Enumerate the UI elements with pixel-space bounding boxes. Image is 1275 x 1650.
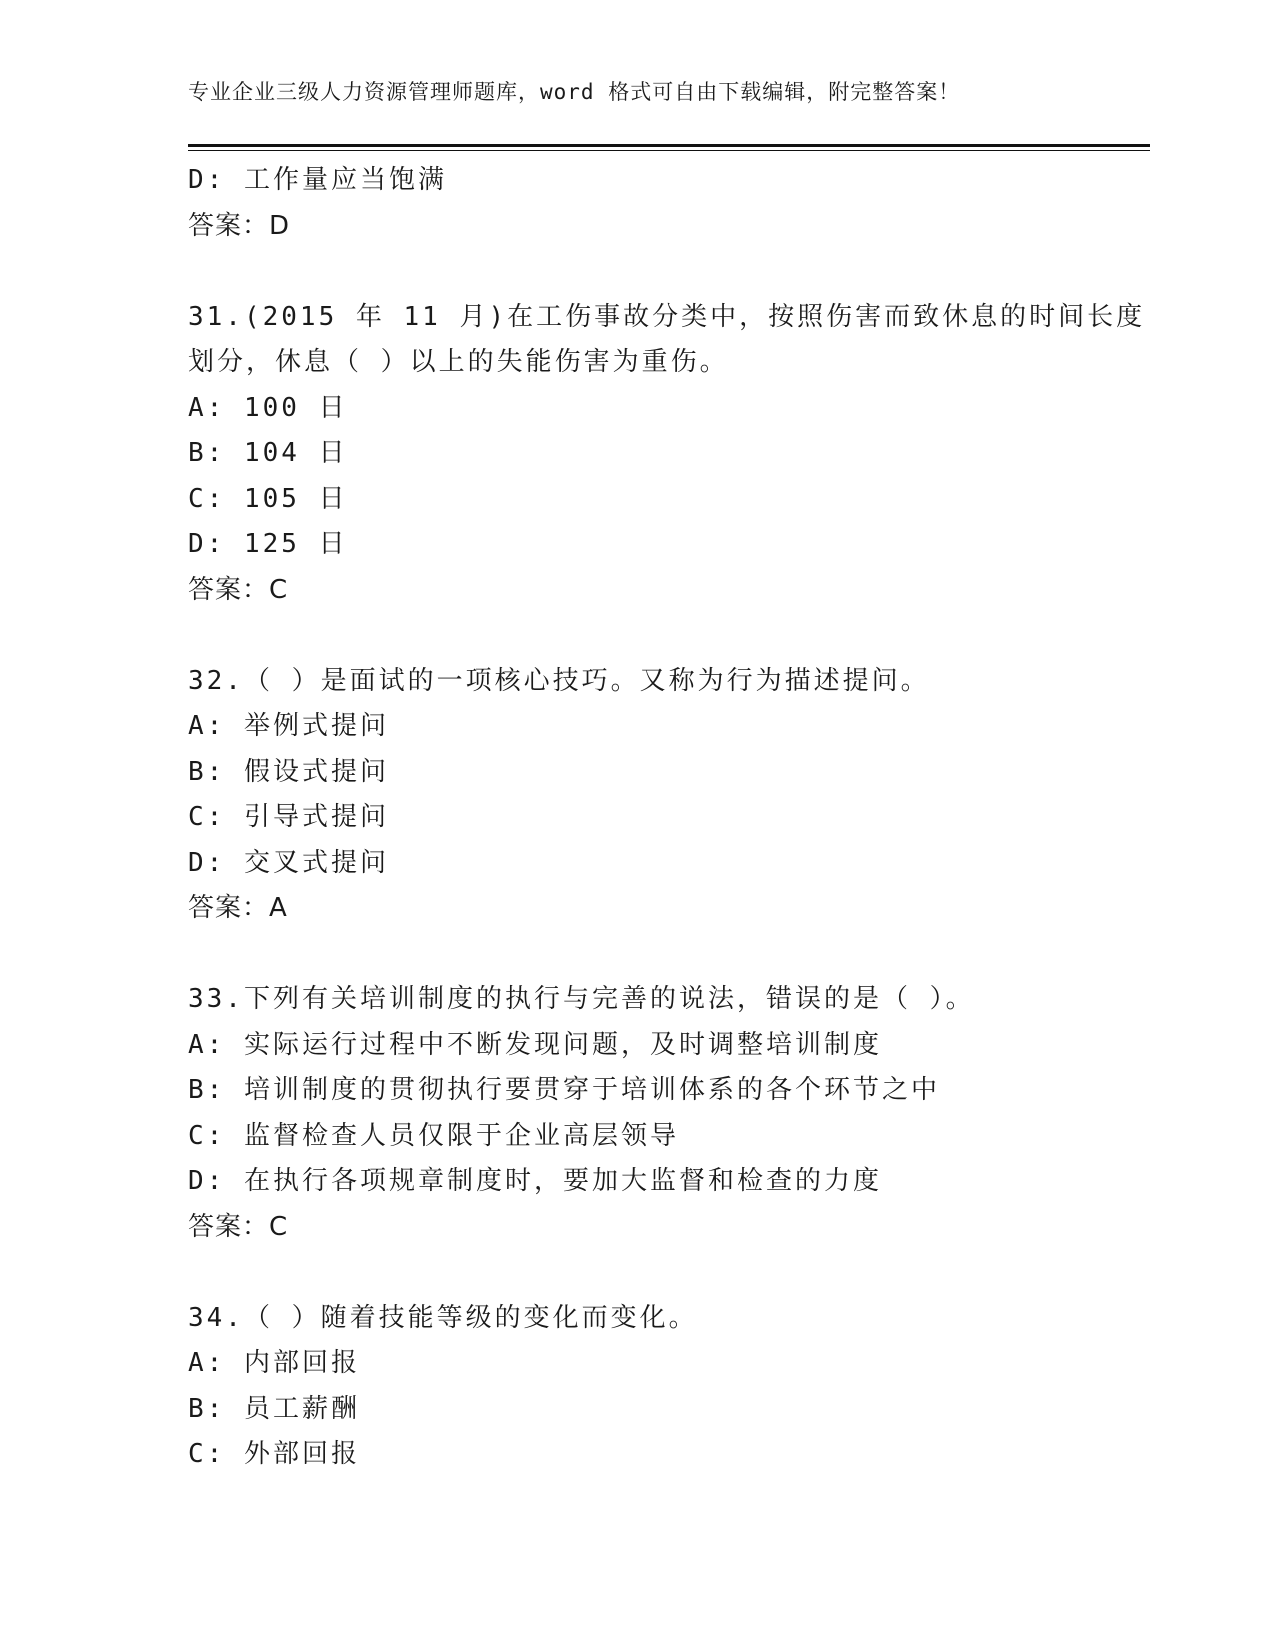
answer-label: 答案：A [188, 893, 288, 923]
question-stem: 32.（ ）是面试的一项核心技巧。又称为行为描述提问。 [188, 665, 930, 696]
option-d: D: 在执行各项规章制度时，要加大监督和检查的力度 [188, 1166, 882, 1196]
option-b: B: 员工薪酬 [188, 1393, 360, 1424]
answer-label: 答案：C [188, 1211, 289, 1242]
spacer [188, 932, 1148, 978]
option-b: B: 假设式提问 [188, 756, 389, 787]
option-a: A: 实际运行过程中不断发现问题，及时调整培训制度 [188, 1029, 882, 1060]
option-a: A: 举例式提问 [188, 711, 389, 741]
page-header: 专业企业三级人力资源管理师题库，word 格式可自由下载编辑，附完整答案！ [188, 80, 961, 104]
option-c: C: 监督检查人员仅限于企业高层领导 [188, 1120, 679, 1151]
question-stem: 33.下列有关培训制度的执行与完善的说法，错误的是（ ）。 [188, 984, 975, 1014]
question-stem: 34.（ ）随着技能等级的变化而变化。 [188, 1302, 698, 1333]
option-b: B: 培训制度的贯彻执行要贯穿于培训体系的各个环节之中 [188, 1075, 940, 1105]
option-d: D: 交叉式提问 [188, 847, 389, 878]
header-divider-thin [188, 150, 1150, 151]
option-c: C: 105 日 [188, 483, 348, 514]
option-c: C: 引导式提问 [188, 802, 389, 832]
spacer [188, 1250, 1148, 1296]
question-list [188, 158, 1148, 1478]
header-divider [188, 144, 1150, 147]
answer-label: 答案：D [188, 210, 291, 241]
option-d: D: 工作量应当饱满 [188, 165, 447, 195]
spacer [188, 613, 1148, 659]
option-d: D: 125 日 [188, 529, 348, 559]
option-c: C: 外部回报 [188, 1439, 360, 1469]
answer-label: 答案：C [188, 574, 289, 605]
option-a: A: 内部回报 [188, 1348, 360, 1378]
option-b: B: 104 日 [188, 438, 348, 468]
question-stem: 31.(2015 年 11 月)在工伤事故分类中，按照伤害而致休息的时间长度 [188, 301, 1146, 332]
option-a: A: 100 日 [188, 392, 348, 423]
question-stem: 划分，休息（ ）以上的失能伤害为重伤。 [188, 347, 729, 377]
spacer [188, 249, 1148, 295]
